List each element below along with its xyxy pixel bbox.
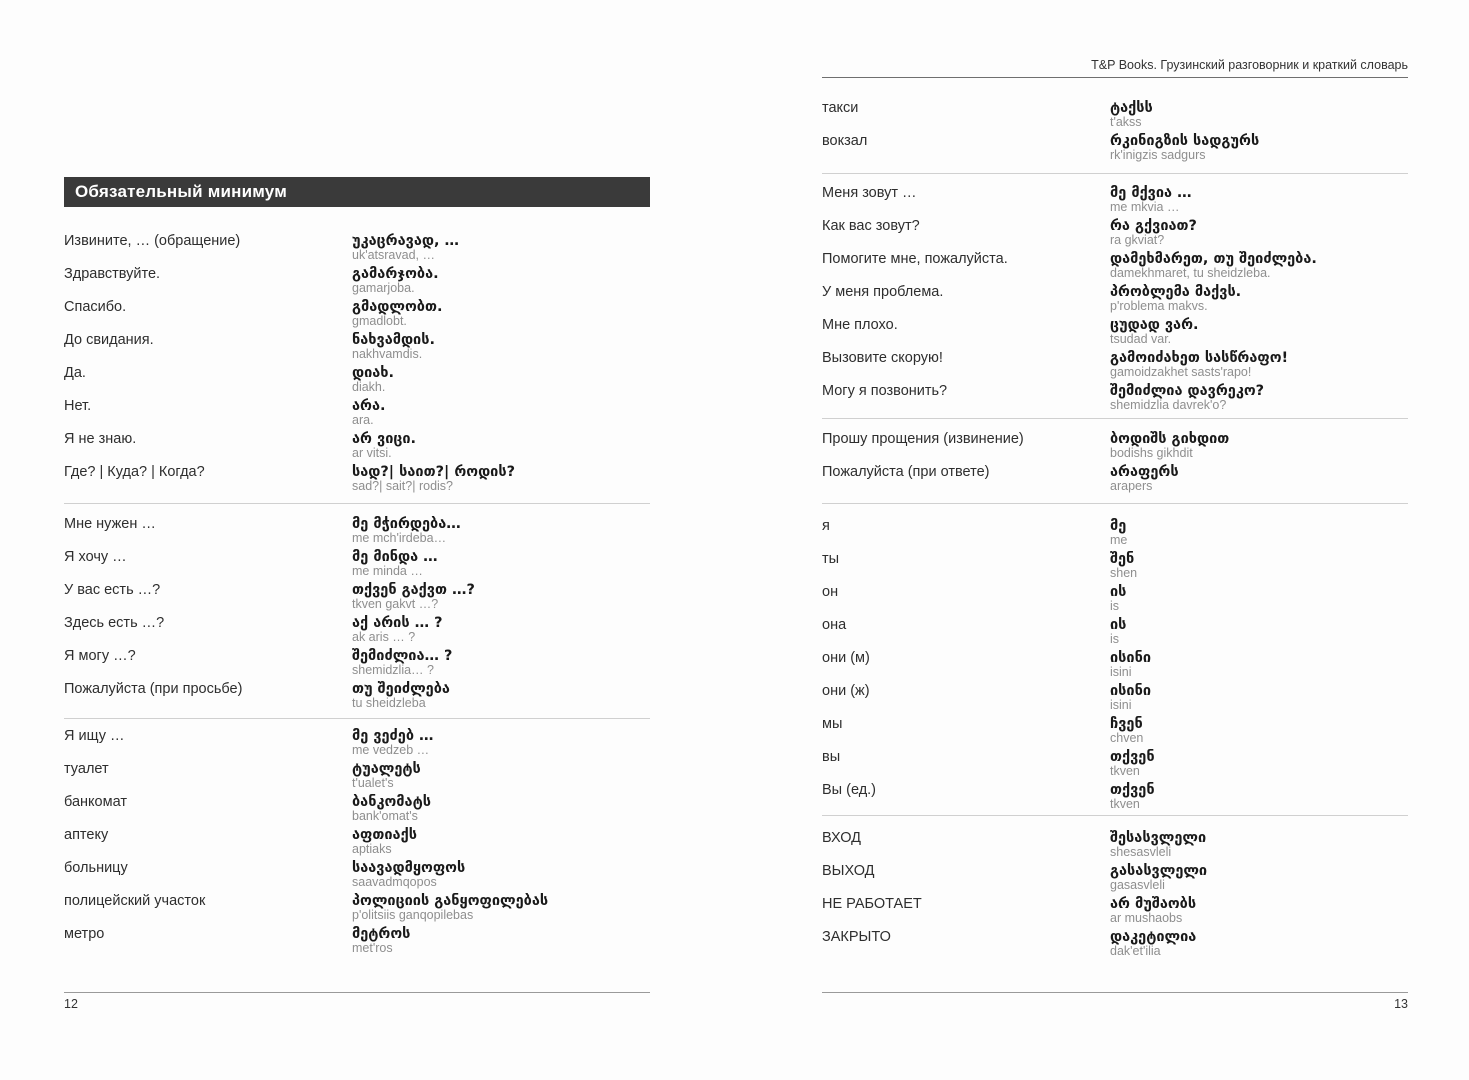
russian-phrase: НЕ РАБОТАЕТ <box>822 896 922 912</box>
georgian-block <box>352 827 650 856</box>
georgian-block <box>1110 383 1408 412</box>
georgian-block <box>352 464 650 493</box>
phrase-row <box>822 464 1408 493</box>
phrase-row <box>822 518 1408 547</box>
transliteration: shesasvleli <box>1110 845 1172 859</box>
russian-phrase: Пожалуйста (при ответе) <box>822 464 990 480</box>
phrase-section <box>822 185 1408 412</box>
georgian-block <box>1110 749 1408 778</box>
phrase-row <box>822 185 1408 214</box>
transliteration: tkven <box>1110 797 1140 811</box>
phrase-row <box>64 926 650 955</box>
georgian-phrase: დაკეტილია <box>1110 929 1197 945</box>
transliteration: gamoidzakhet sasts'rapo! <box>1110 365 1252 379</box>
phrase-row <box>64 266 650 295</box>
georgian-phrase: სად?| საით?| როდის? <box>352 464 515 480</box>
phrase-row <box>822 863 1408 892</box>
right-page <box>822 58 1408 962</box>
georgian-block <box>352 332 650 361</box>
transliteration: uk'atsravad, … <box>352 248 435 262</box>
transliteration: ara. <box>352 413 374 427</box>
georgian-block <box>1110 431 1408 460</box>
phrase-row <box>64 728 650 757</box>
russian-phrase: ЗАКРЫТО <box>822 929 891 945</box>
phrase-row <box>64 648 650 677</box>
phrase-row <box>822 782 1408 811</box>
georgian-phrase: პრობლემა მაქვს. <box>1110 284 1242 300</box>
phrase-row <box>822 650 1408 679</box>
georgian-phrase: პოლიციის განყოფილებას <box>352 893 549 909</box>
page-number-right: 13 <box>1394 997 1408 1011</box>
phrase-row <box>64 582 650 611</box>
georgian-phrase: აფთიაქს <box>352 827 417 843</box>
transliteration: shemidzlia davrek'o? <box>1110 398 1227 412</box>
phrase-row <box>64 794 650 823</box>
georgian-phrase: შენ <box>1110 551 1135 567</box>
transliteration: saavadmqopos <box>352 875 437 889</box>
transliteration: bodishs gikhdit <box>1110 446 1193 460</box>
georgian-block <box>352 431 650 460</box>
phrase-row <box>822 716 1408 745</box>
georgian-phrase: დამეხმარეთ, თუ შეიძლება. <box>1110 251 1317 267</box>
phrase-row <box>822 617 1408 646</box>
georgian-block <box>1110 251 1408 280</box>
georgian-phrase: რკინიგზის სადგურს <box>1110 133 1260 149</box>
georgian-phrase: ბანკომატს <box>352 794 431 810</box>
phrase-row <box>822 100 1408 129</box>
transliteration: arapers <box>1110 479 1153 493</box>
georgian-block <box>1110 863 1408 892</box>
georgian-phrase: შემიძლია… ? <box>352 648 453 664</box>
georgian-phrase: გამოიძახეთ სასწრაფო! <box>1110 350 1289 366</box>
georgian-block <box>1110 683 1408 712</box>
transliteration: met'ros <box>352 941 393 955</box>
transliteration: damekhmaret, tu sheidzleba. <box>1110 266 1271 280</box>
georgian-block <box>1110 716 1408 745</box>
phrase-row <box>822 749 1408 778</box>
russian-phrase: мы <box>822 716 843 732</box>
russian-phrase: Я хочу … <box>64 549 127 565</box>
russian-phrase: Извините, … (обращение) <box>64 233 241 249</box>
section-divider <box>64 718 650 719</box>
georgian-phrase: მე ვეძებ … <box>352 728 434 744</box>
georgian-phrase: თქვენ <box>1110 782 1155 798</box>
phrase-row <box>822 284 1408 313</box>
phrase-row <box>64 681 650 710</box>
transliteration: me <box>1110 533 1128 547</box>
georgian-phrase: მე მინდა … <box>352 549 438 565</box>
georgian-block <box>352 615 650 644</box>
georgian-block <box>352 266 650 295</box>
georgian-phrase: ისინი <box>1110 683 1151 699</box>
russian-phrase: Вы (ед.) <box>822 782 877 798</box>
transliteration: rk'inigzis sadgurs <box>1110 148 1206 162</box>
georgian-block <box>1110 284 1408 313</box>
russian-phrase: Где? | Куда? | Когда? <box>64 464 205 480</box>
russian-phrase: Пожалуйста (при просьбе) <box>64 681 243 697</box>
georgian-phrase: გმადლობთ. <box>352 299 443 315</box>
georgian-phrase: უკაცრავად, … <box>352 233 460 249</box>
georgian-block <box>1110 584 1408 613</box>
georgian-phrase: ის <box>1110 584 1127 600</box>
russian-phrase: Я ищу … <box>64 728 125 744</box>
phrase-row <box>822 896 1408 925</box>
phrase-row <box>64 431 650 460</box>
transliteration: nakhvamdis. <box>352 347 423 361</box>
russian-phrase: Прошу прощения (извинение) <box>822 431 1024 447</box>
page-number-left: 12 <box>64 997 78 1011</box>
transliteration: ak aris … ? <box>352 630 416 644</box>
russian-phrase: У меня проблема. <box>822 284 944 300</box>
russian-phrase: я <box>822 518 830 534</box>
georgian-phrase: თუ შეიძლება <box>352 681 450 697</box>
phrase-row <box>64 761 650 790</box>
russian-phrase: она <box>822 617 847 633</box>
georgian-block <box>1110 464 1408 493</box>
russian-phrase: они (м) <box>822 650 870 666</box>
phrase-section <box>822 100 1408 162</box>
phrase-row <box>822 683 1408 712</box>
georgian-phrase: მე <box>1110 518 1127 534</box>
russian-phrase: банкомат <box>64 794 127 810</box>
phrase-row <box>822 383 1408 412</box>
phrase-row <box>822 551 1408 580</box>
russian-phrase: ВЫХОД <box>822 863 875 879</box>
phrase-row <box>822 929 1408 958</box>
georgian-block <box>1110 518 1408 547</box>
russian-phrase: больницу <box>64 860 128 876</box>
georgian-phrase: ნახვამდის. <box>352 332 435 348</box>
georgian-phrase: რა გქვიათ? <box>1110 218 1197 234</box>
georgian-phrase: მე მჭირდება… <box>352 516 461 532</box>
phrase-row <box>822 133 1408 162</box>
russian-phrase: Меня зовут … <box>822 185 917 201</box>
section-divider <box>822 418 1408 419</box>
georgian-block <box>352 233 650 262</box>
georgian-phrase: გამარჯობა. <box>352 266 439 282</box>
georgian-block <box>1110 551 1408 580</box>
russian-phrase: Нет. <box>64 398 92 414</box>
georgian-phrase: დიახ. <box>352 365 395 381</box>
transliteration: t'ualet's <box>352 776 394 790</box>
georgian-block <box>1110 896 1408 925</box>
georgian-block <box>352 794 650 823</box>
phrase-row <box>822 584 1408 613</box>
section-title: Обязательный минимум <box>75 182 287 201</box>
russian-phrase: Мне плохо. <box>822 317 898 333</box>
russian-phrase: он <box>822 584 839 600</box>
transliteration: chven <box>1110 731 1144 745</box>
georgian-phrase: ტაქსს <box>1110 100 1153 116</box>
georgian-block <box>352 761 650 790</box>
transliteration: t'akss <box>1110 115 1142 129</box>
georgian-phrase: ჩვენ <box>1110 716 1143 732</box>
transliteration: shen <box>1110 566 1138 580</box>
georgian-phrase: საავადმყოფოს <box>352 860 466 876</box>
phrase-row <box>64 398 650 427</box>
russian-phrase: такси <box>822 100 859 116</box>
transliteration: gasasvleli <box>1110 878 1165 892</box>
transliteration: me mch'irdeba… <box>352 531 447 545</box>
georgian-block <box>352 299 650 328</box>
footer-rule-left <box>64 992 650 993</box>
phrase-row <box>822 251 1408 280</box>
georgian-phrase: ცუდად ვარ. <box>1110 317 1199 333</box>
phrase-section <box>64 233 650 493</box>
section-divider <box>64 503 650 504</box>
russian-phrase: аптеку <box>64 827 109 843</box>
section-divider <box>822 815 1408 816</box>
georgian-phrase: აქ არის … ? <box>352 615 443 631</box>
transliteration: tkven <box>1110 764 1140 778</box>
georgian-phrase: შემიძლია დავრეკო? <box>1110 383 1265 399</box>
georgian-phrase: არაფერს <box>1110 464 1179 480</box>
georgian-phrase: ტუალეტს <box>352 761 421 777</box>
georgian-block <box>1110 317 1408 346</box>
phrase-row <box>64 860 650 889</box>
phrase-row <box>64 827 650 856</box>
transliteration: is <box>1110 632 1120 646</box>
phrase-row <box>64 233 650 262</box>
georgian-phrase: ის <box>1110 617 1127 633</box>
phrase-section <box>64 516 650 710</box>
russian-phrase: У вас есть …? <box>64 582 161 598</box>
transliteration: bank'omat's <box>352 809 418 823</box>
russian-phrase: вы <box>822 749 841 765</box>
section-divider <box>822 503 1408 504</box>
phrase-row <box>64 365 650 394</box>
phrase-section <box>64 728 650 955</box>
russian-phrase: Здравствуйте. <box>64 266 161 282</box>
section-header <box>64 177 650 207</box>
transliteration: gamarjoba. <box>352 281 415 295</box>
georgian-phrase: არ მუშაობს <box>1110 896 1197 912</box>
russian-phrase: Спасибо. <box>64 299 127 315</box>
transliteration: shemidzlia… ? <box>352 663 434 677</box>
transliteration: tkven gakvt …? <box>352 597 439 611</box>
georgian-block <box>352 681 650 710</box>
left-page <box>64 177 650 959</box>
georgian-block <box>1110 782 1408 811</box>
russian-phrase: Помогите мне, пожалуйста. <box>822 251 1008 267</box>
georgian-block <box>352 582 650 611</box>
russian-phrase: Могу я позвонить? <box>822 383 948 399</box>
georgian-block <box>1110 929 1408 958</box>
russian-phrase: Я не знаю. <box>64 431 137 447</box>
transliteration: p'olitsiis ganqopilebas <box>352 908 474 922</box>
phrase-section <box>822 518 1408 811</box>
russian-phrase: вокзал <box>822 133 868 149</box>
phrase-section <box>822 431 1408 493</box>
transliteration: ar mushaobs <box>1110 911 1183 925</box>
russian-phrase: метро <box>64 926 105 942</box>
transliteration: tu sheidzleba <box>352 696 426 710</box>
phrase-row <box>64 615 650 644</box>
georgian-phrase: თქვენ გაქვთ …? <box>352 582 475 598</box>
georgian-block <box>1110 133 1408 162</box>
russian-phrase: Как вас зовут? <box>822 218 920 234</box>
transliteration: aptiaks <box>352 842 392 856</box>
footer-rule-right <box>822 992 1408 993</box>
phrase-row <box>822 431 1408 460</box>
phrase-row <box>64 549 650 578</box>
georgian-block <box>352 860 650 889</box>
georgian-phrase: ბოდიშს გიხდით <box>1110 431 1230 447</box>
georgian-block <box>1110 185 1408 214</box>
transliteration: sad?| sait?| rodis? <box>352 479 453 493</box>
georgian-phrase: არ ვიცი. <box>352 431 417 447</box>
georgian-block <box>1110 350 1408 379</box>
russian-phrase: Мне нужен … <box>64 516 156 532</box>
transliteration: dak'et'ilia <box>1110 944 1161 958</box>
transliteration: diakh. <box>352 380 386 394</box>
phrase-row <box>64 893 650 922</box>
transliteration: p'roblema makvs. <box>1110 299 1208 313</box>
georgian-block <box>352 893 650 922</box>
georgian-block <box>1110 650 1408 679</box>
georgian-phrase: გასასვლელი <box>1110 863 1208 879</box>
georgian-block <box>352 549 650 578</box>
section-divider <box>822 173 1408 174</box>
russian-phrase: До свидания. <box>64 332 154 348</box>
phrase-row <box>822 350 1408 379</box>
russian-phrase: туалет <box>64 761 109 777</box>
transliteration: isini <box>1110 698 1132 712</box>
transliteration: isini <box>1110 665 1132 679</box>
transliteration: me minda … <box>352 564 423 578</box>
georgian-phrase: არა. <box>352 398 386 414</box>
georgian-block <box>1110 617 1408 646</box>
georgian-phrase: თქვენ <box>1110 749 1155 765</box>
transliteration: ar vitsi. <box>352 446 392 460</box>
georgian-phrase: ისინი <box>1110 650 1151 666</box>
transliteration: ra gkviat? <box>1110 233 1165 247</box>
phrase-row <box>64 332 650 361</box>
phrase-row <box>822 830 1408 859</box>
russian-phrase: Вызовите скорую! <box>822 350 943 366</box>
phrase-row <box>64 299 650 328</box>
phrase-section <box>822 830 1408 958</box>
georgian-block <box>352 648 650 677</box>
transliteration: me vedzeb … <box>352 743 430 757</box>
georgian-block <box>352 516 650 545</box>
russian-phrase: полицейский участок <box>64 893 206 909</box>
phrase-row <box>64 464 650 493</box>
transliteration: gmadlobt. <box>352 314 407 328</box>
georgian-block <box>352 398 650 427</box>
russian-phrase: Я могу …? <box>64 648 136 664</box>
georgian-phrase: მე მქვია … <box>1110 185 1192 201</box>
transliteration: tsudad var. <box>1110 332 1172 346</box>
russian-phrase: они (ж) <box>822 683 870 699</box>
russian-phrase: ВХОД <box>822 830 862 846</box>
georgian-block <box>352 926 650 955</box>
russian-phrase: Здесь есть …? <box>64 615 165 631</box>
transliteration: is <box>1110 599 1120 613</box>
georgian-phrase: შესასვლელი <box>1110 830 1207 846</box>
georgian-block <box>352 728 650 757</box>
running-head: T&P Books. Грузинский разговорник и краткий словарь <box>822 58 1408 78</box>
georgian-block <box>1110 100 1408 129</box>
georgian-block <box>352 365 650 394</box>
russian-phrase: Да. <box>64 365 86 381</box>
phrase-row <box>64 516 650 545</box>
russian-phrase: ты <box>822 551 840 567</box>
georgian-phrase: მეტროს <box>352 926 411 942</box>
georgian-block <box>1110 830 1408 859</box>
phrase-row <box>822 218 1408 247</box>
transliteration: me mkvia … <box>1110 200 1180 214</box>
georgian-block <box>1110 218 1408 247</box>
phrase-row <box>822 317 1408 346</box>
